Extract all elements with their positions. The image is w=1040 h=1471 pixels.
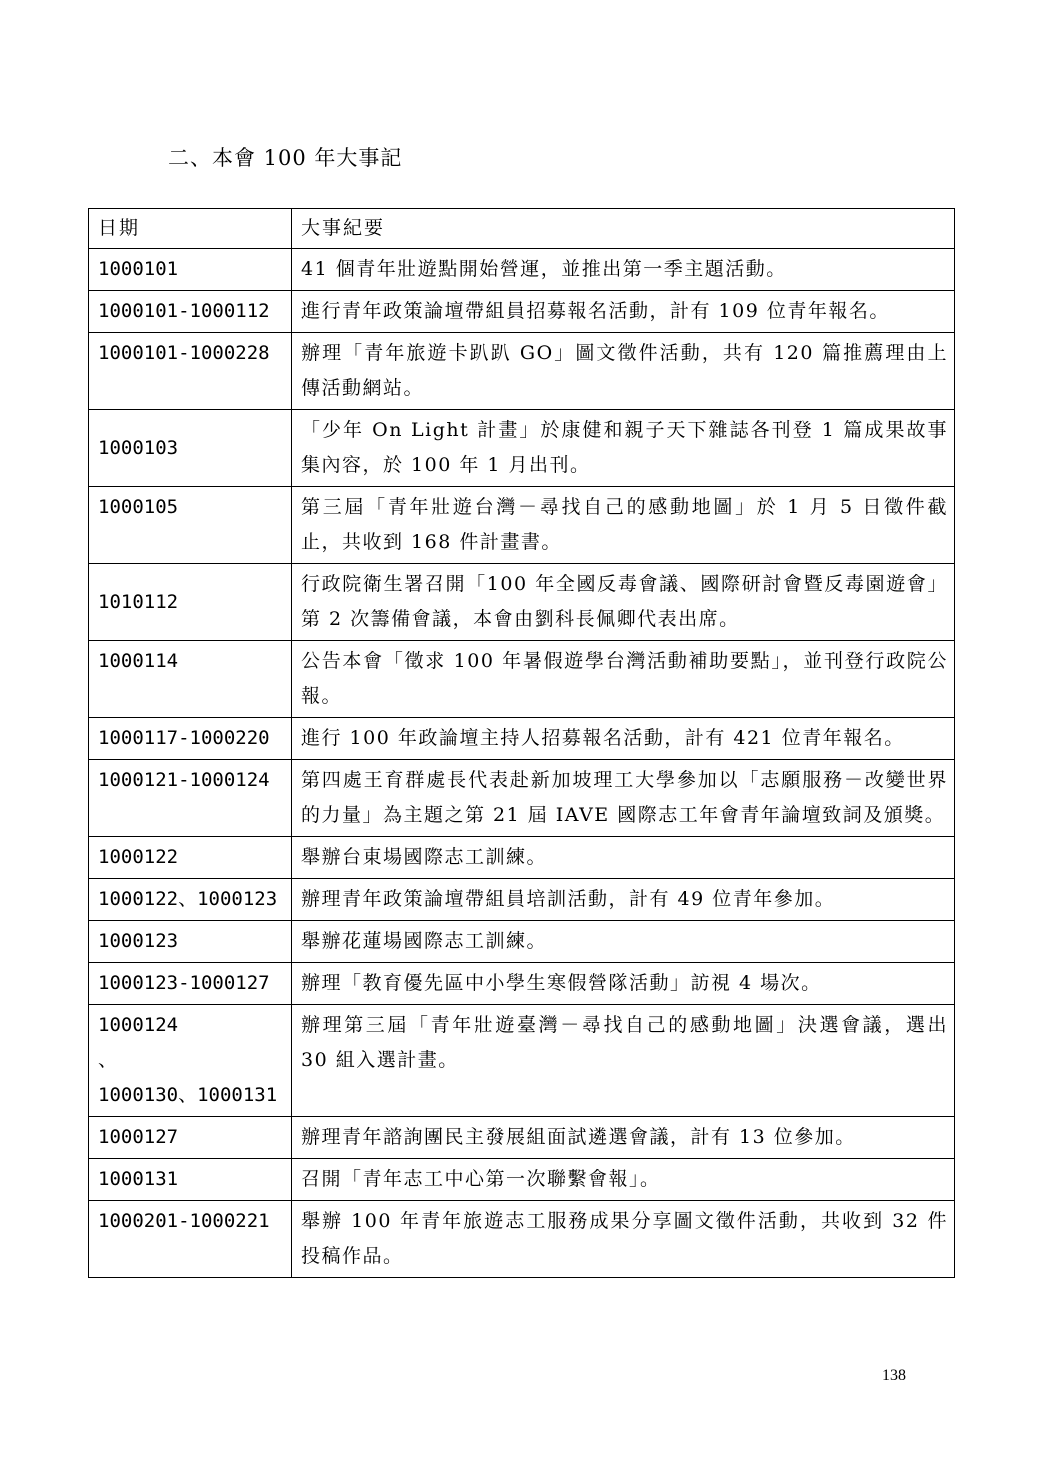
date-cell: 1000117-1000220 (89, 718, 292, 760)
table-row (89, 1005, 955, 1117)
date-cell: 1000122、1000123 (89, 879, 292, 921)
date-cell: 1000103 (89, 410, 292, 487)
table-row (89, 564, 955, 641)
table-row (89, 963, 955, 1005)
summary-cell: 辦理青年諮詢團民主發展組面試遴選會議，計有 13 位參加。 (292, 1117, 955, 1159)
summary-cell: 進行 100 年政論壇主持人招募報名活動，計有 421 位青年報名。 (292, 718, 955, 760)
summary-cell: 辦理青年政策論壇帶組員培訓活動，計有 49 位青年參加。 (292, 879, 955, 921)
header-date: 日期 (89, 209, 292, 249)
table-row (89, 921, 955, 963)
summary-cell: 公告本會「徵求 100 年暑假遊學台灣活動補助要點」，並刊登行政院公報。 (292, 641, 955, 718)
date-cell: 1010112 (89, 564, 292, 641)
summary-cell: 「少年 On Light 計畫」於康健和親子天下雜誌各刊登 1 篇成果故事集內容，於 100 年 1 月出刊。 (292, 410, 955, 487)
date-cell: 1000101-1000228 (89, 333, 292, 410)
events-table (88, 208, 955, 1278)
date-cell: 1000101 (89, 249, 292, 291)
summary-cell: 41 個青年壯遊點開始營運，並推出第一季主題活動。 (292, 249, 955, 291)
date-cell: 1000131 (89, 1159, 292, 1201)
page-number: 138 (882, 1367, 906, 1384)
summary-cell: 進行青年政策論壇帶組員招募報名活動，計有 109 位青年報名。 (292, 291, 955, 333)
table-body (89, 249, 955, 1278)
date-cell: 1000122 (89, 837, 292, 879)
table-row (89, 837, 955, 879)
summary-cell: 辦理第三屆「青年壯遊臺灣－尋找自己的感動地圖」決選會議，選出 30 組入選計畫。 (292, 1005, 955, 1117)
table-row (89, 333, 955, 410)
table-row (89, 718, 955, 760)
table-row (89, 249, 955, 291)
date-cell: 1000101-1000112 (89, 291, 292, 333)
table-row (89, 1159, 955, 1201)
summary-cell: 舉辦台東場國際志工訓練。 (292, 837, 955, 879)
table-row (89, 641, 955, 718)
table-row (89, 1117, 955, 1159)
table-row (89, 879, 955, 921)
date-cell: 1000124 、 1000130、1000131 (89, 1005, 292, 1117)
date-cell: 1000127 (89, 1117, 292, 1159)
summary-cell: 第三屆「青年壯遊台灣－尋找自己的感動地圖」於 1 月 5 日徵件截止，共收到 168 件計畫書。 (292, 487, 955, 564)
table-row (89, 1201, 955, 1278)
summary-cell: 召開「青年志工中心第一次聯繫會報」。 (292, 1159, 955, 1201)
date-cell: 1000123 (89, 921, 292, 963)
table-row (89, 410, 955, 487)
summary-cell: 第四處王育群處長代表赴新加坡理工大學參加以「志願服務－改變世界的力量」為主題之第 21 屆 IAVE 國際志工年會青年論壇致詞及頒獎。 (292, 760, 955, 837)
summary-cell: 辦理「教育優先區中小學生寒假營隊活動」訪視 4 場次。 (292, 963, 955, 1005)
table-row (89, 487, 955, 564)
date-cell: 1000105 (89, 487, 292, 564)
date-cell: 1000123-1000127 (89, 963, 292, 1005)
header-summary: 大事紀要 (292, 209, 955, 249)
summary-cell: 舉辦花蓮場國際志工訓練。 (292, 921, 955, 963)
summary-cell: 行政院衛生署召開「100 年全國反毒會議、國際研討會暨反毒園遊會」第 2 次籌備會議，本會由劉科長佩卿代表出席。 (292, 564, 955, 641)
table-row (89, 760, 955, 837)
table-header-row (89, 209, 955, 249)
page-heading: 二、本會 100 年大事記 (168, 146, 403, 170)
summary-cell: 辦理「青年旅遊卡趴趴 GO」圖文徵件活動，共有 120 篇推薦理由上傳活動網站。 (292, 333, 955, 410)
date-cell: 1000201-1000221 (89, 1201, 292, 1278)
table-row (89, 291, 955, 333)
summary-cell: 舉辦 100 年青年旅遊志工服務成果分享圖文徵件活動，共收到 32 件投稿作品。 (292, 1201, 955, 1278)
date-cell: 1000114 (89, 641, 292, 718)
date-cell: 1000121-1000124 (89, 760, 292, 837)
